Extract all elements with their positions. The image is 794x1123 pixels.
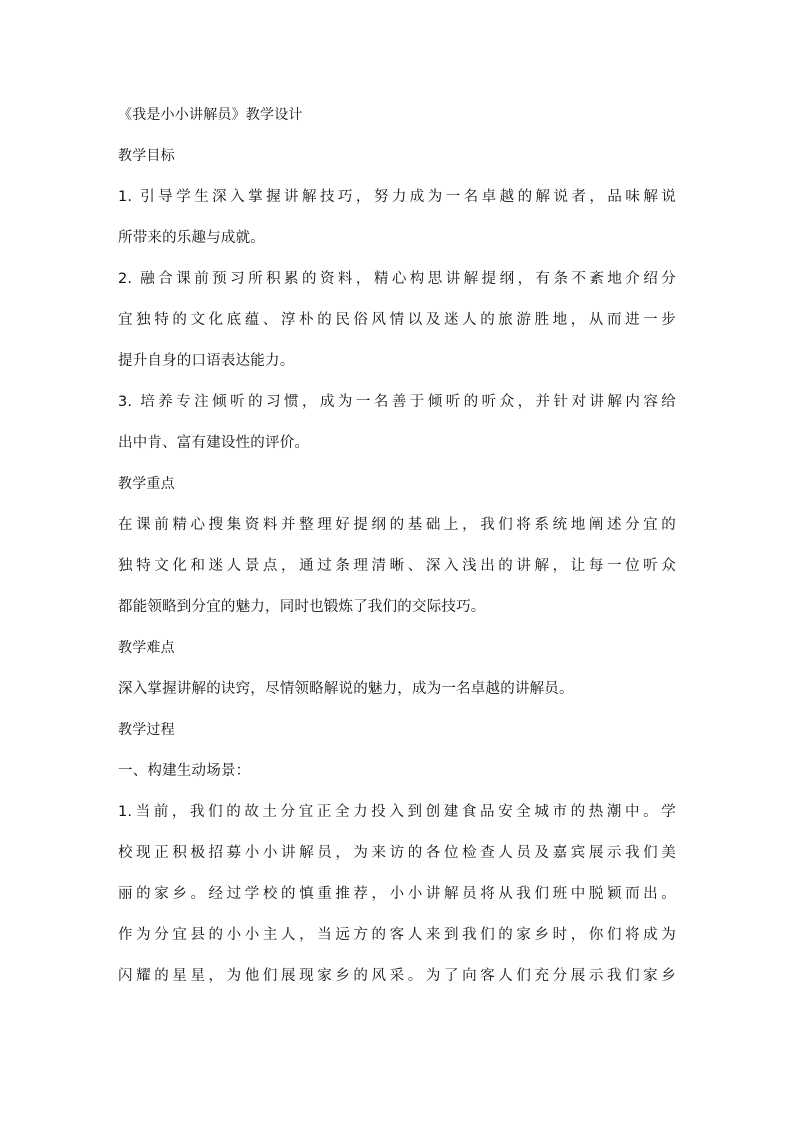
difficulties-heading: 教学难点 xyxy=(118,640,175,656)
objective-2-line-1: 2. 融合课前预习所积累的资料，精心构思讲解提纲，有条不紊地介绍分 xyxy=(118,271,676,287)
section-1-line-3: 丽的家乡。经过学校的慎重推荐，小小讲解员将从我们班中脱颖而出。 xyxy=(118,886,676,902)
section-1-line-5: 闪耀的星星，为他们展现家乡的风采。为了向客人们充分展示我们家乡 xyxy=(118,968,676,984)
objective-2-line-2: 宜独特的文化底蕴、淳朴的民俗风情以及迷人的旅游胜地，从而进一步 xyxy=(118,312,676,328)
section-1-line-1: 1.当前，我们的故土分宜正全力投入到创建食品安全城市的热潮中。学 xyxy=(118,804,676,820)
objective-3-line-1: 3. 培养专注倾听的习惯，成为一名善于倾听的听众，并针对讲解内容给 xyxy=(118,394,676,410)
objectives-heading: 教学目标 xyxy=(118,148,175,164)
process-heading: 教学过程 xyxy=(118,722,175,738)
objective-3-line-2: 出中肯、富有建设性的评价。 xyxy=(118,435,310,451)
key-points-line-2: 独特文化和迷人景点，通过条理清晰、深入浅出的讲解，让每一位听众 xyxy=(118,558,676,574)
objective-1-line-1: 1. 引导学生深入掌握讲解技巧，努力成为一名卓越的解说者，品味解说 xyxy=(118,189,676,205)
document-body xyxy=(118,103,676,1005)
key-points-heading: 教学重点 xyxy=(118,476,175,492)
document-title: 《我是小小讲解员》教学设计 xyxy=(118,107,303,123)
objective-2-line-3: 提升自身的口语表达能力。 xyxy=(118,353,295,369)
section-1-heading: 一、构建生动场景： xyxy=(118,763,251,779)
objective-1-line-2: 所带来的乐趣与成就。 xyxy=(118,230,265,246)
section-1-line-2: 校现正积极招募小小讲解员，为来访的各位检查人员及嘉宾展示我们美 xyxy=(118,845,676,861)
section-1-line-4: 作为分宜县的小小主人，当远方的客人来到我们的家乡时，你们将成为 xyxy=(118,927,676,943)
key-points-line-1: 在课前精心搜集资料并整理好提纲的基础上，我们将系统地阐述分宜的 xyxy=(118,517,676,533)
key-points-line-3: 都能领略到分宜的魅力，同时也锻炼了我们的交际技巧。 xyxy=(118,599,486,615)
difficulties-line-1: 深入掌握讲解的诀窍，尽情领略解说的魅力，成为一名卓越的讲解员。 xyxy=(118,681,574,697)
